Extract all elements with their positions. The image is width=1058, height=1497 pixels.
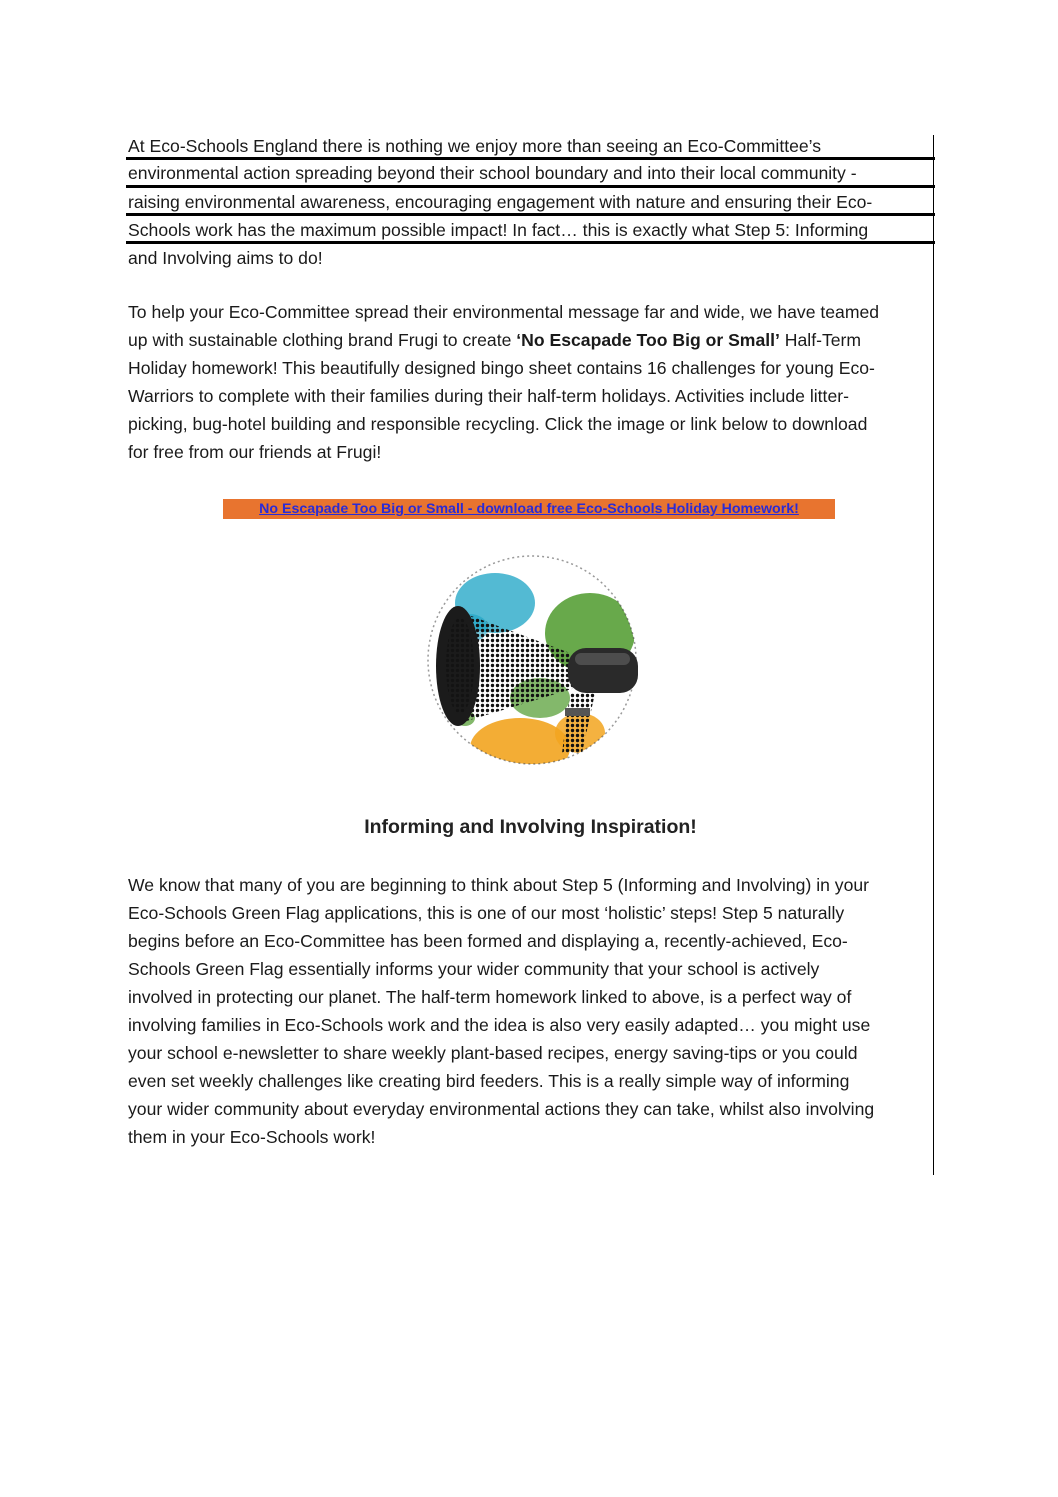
download-link-highlight: [223, 499, 835, 519]
inspiration-line-2: Eco-Schools Green Flag applications, this is one of our most ‘holistic’ steps! Step 5 naturally: [128, 903, 845, 923]
frugi-line-5: picking, bug-hotel building and responsible recycling. Click the image or link below to download: [128, 414, 868, 434]
intro-line-5: and Involving aims to do!: [128, 248, 323, 268]
page-border-rule: [933, 135, 934, 1175]
inspiration-line-4: Schools Green Flag essentially informs your wider community that your school is actively: [128, 959, 820, 979]
section-heading: Informing and Involving Inspiration!: [364, 816, 697, 838]
inspiration-line-9: your wider community about everyday environmental actions they can take, whilst also involving: [128, 1099, 875, 1119]
inspiration-line-6: involving families in Eco-Schools work and the idea is also very easily adapted… you might use: [128, 1015, 871, 1035]
frugi-line-4: Warriors to complete with their families during their half-term holidays. Activities include litter-: [128, 386, 849, 406]
inspiration-line-10: them in your Eco-Schools work!: [128, 1127, 376, 1147]
inspiration-line-5: involved in protecting our planet. The half-term homework linked to above, is a perfect way of: [128, 987, 852, 1007]
inspiration-line-3: begins before an Eco-Committee has been formed and displaying a, recently-achieved, Eco-: [128, 931, 848, 951]
intro-line-1: At Eco-Schools England there is nothing we enjoy more than seeing an Eco-Committee’s: [128, 136, 822, 156]
download-link[interactable]: No Escapade Too Big or Small - download free Eco-Schools Holiday Homework!: [259, 501, 799, 517]
inspiration-line-1: We know that many of you are beginning to think about Step 5 (Informing and Involving) in your: [128, 875, 869, 895]
frugi-line-2-start: up with sustainable clothing brand Frugi to create: [128, 330, 517, 350]
intro-line-3: raising environmental awareness, encouraging engagement with nature and ensuring their Eco-: [128, 192, 873, 212]
megaphone-illustration[interactable]: [420, 548, 650, 778]
frugi-line-1: To help your Eco-Committee spread their environmental message far and wide, we have teamed: [128, 302, 880, 322]
frugi-line-3: Holiday homework! This beautifully designed bingo sheet contains 16 challenges for young Eco-: [128, 358, 875, 378]
megaphone-icon: [420, 548, 650, 778]
inspiration-line-7: your school e-newsletter to share weekly plant-based recipes, energy saving-tips or you could: [128, 1043, 858, 1063]
frugi-line-2-end: Half-Term: [779, 330, 862, 350]
frugi-line-2: [128, 326, 861, 354]
escapade-title: ‘No Escapade Too Big or Small’: [516, 330, 780, 350]
inspiration-line-8: even set weekly challenges like creating bird feeders. This is a really simple way of informing: [128, 1071, 850, 1091]
frugi-line-6: for free from our friends at Frugi!: [128, 442, 382, 462]
intro-line-2: environmental action spreading beyond their school boundary and into their local community -: [128, 163, 857, 183]
intro-line-4: Schools work has the maximum possible impact! In fact… this is exactly what Step 5: Informing: [128, 220, 869, 240]
